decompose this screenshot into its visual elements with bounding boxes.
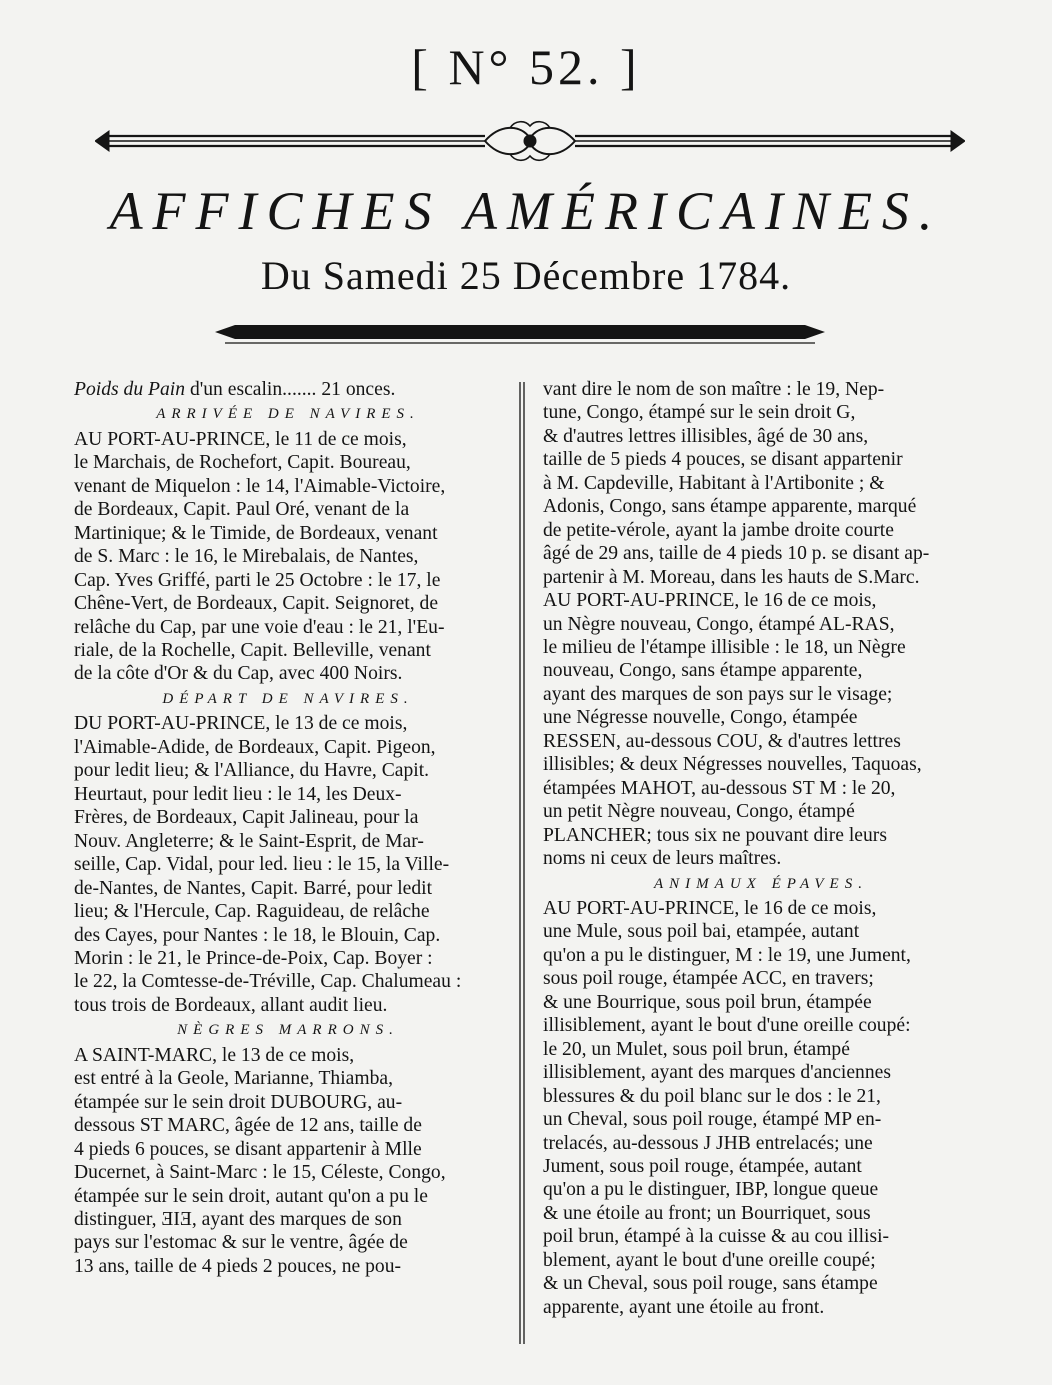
- text-line: étampée sur le sein droit, autant qu'on a pu le: [74, 1185, 428, 1207]
- bread-weight-line: [74, 378, 502, 401]
- text-line: le 20, un Mulet, sous poil brun, étampé: [543, 1038, 850, 1060]
- heading-animaux-epaves: ANIMAUX ÉPAVES.: [654, 875, 868, 892]
- text-line: illisiblement, ayant le bout d'une oreille coupé:: [543, 1015, 911, 1037]
- text-line: le milieu de l'étampe illisible : le 18, un Nègre: [543, 636, 906, 658]
- text-line: est entré à la Geole, Marianne, Thiamba,: [74, 1068, 393, 1090]
- heavy-rule: [215, 318, 825, 346]
- text-line: sous poil rouge, étampée ACC, en travers;: [543, 968, 874, 990]
- depart-section: [74, 712, 502, 1017]
- right-column: [543, 378, 979, 1319]
- negres-section: [74, 1044, 502, 1279]
- ornament-divider: [95, 118, 965, 166]
- text-line: Nouv. Angleterre; & le Saint-Esprit, de Mar-: [74, 830, 424, 852]
- text-line: pour ledit lieu; & l'Alliance, du Havre, Capit.: [74, 760, 430, 782]
- text-line: étampées MAHOT, au-dessous ST M : le 20,: [543, 777, 896, 799]
- text-line: trelacés, au-dessous J JHB entrelacés; une: [543, 1132, 873, 1154]
- text-line: relâche du Cap, par une voie d'eau : le 21, l'Eu-: [74, 616, 445, 638]
- text-line: âgé de 29 ans, taille de 4 pieds 10 p. se disant ap-: [543, 543, 930, 565]
- text-line: pays sur l'estomac & sur le ventre, âgée de: [74, 1232, 408, 1254]
- text-line: le 22, la Comtesse-de-Tréville, Cap. Chalumeau :: [74, 971, 462, 993]
- text-line: Martinique; & le Timide, de Bordeaux, venant: [74, 522, 438, 544]
- text-line: & une Bourrique, sous poil brun, étampée: [543, 991, 872, 1013]
- text-line: Heurtaut, pour ledit lieu : le 14, les Deux-: [74, 783, 402, 805]
- left-column: [74, 378, 502, 1278]
- text-line: PLANCHER; tous six ne pouvant dire leurs: [543, 824, 887, 846]
- heading-arrivee: ARRIVÉE DE NAVIRES.: [156, 406, 420, 423]
- text-line: Chêne-Vert, de Bordeaux, Capit. Seignoret, de: [74, 593, 439, 615]
- text-line: une Mule, sous poil bai, etampée, autant: [543, 921, 860, 943]
- text-line: Morin : le 21, le Prince-de-Poix, Cap. Boyer :: [74, 947, 433, 969]
- column-divider: [518, 382, 526, 1344]
- text-line: & d'autres lettres illisibles, âgé de 30 ans,: [543, 425, 869, 447]
- text-line: 13 ans, taille de 4 pieds 2 pouces, ne pou-: [74, 1255, 402, 1277]
- text-line: Cap. Yves Griffé, parti le 25 Octobre : le 17, le: [74, 569, 441, 591]
- text-line: qu'on a pu le distinguer, M : le 19, une Jument,: [543, 944, 911, 966]
- text-line: Ducernet, à Saint-Marc : le 15, Céleste, Congo,: [74, 1162, 446, 1184]
- text-line: seille, Cap. Vidal, pour led. lieu : le 15, la Ville-: [74, 854, 450, 876]
- text-line: étampée sur le sein droit DUBOURG, au-: [74, 1091, 403, 1113]
- text-line: AU PORT-AU-PRINCE, le 16 de ce mois,: [543, 590, 877, 612]
- text-line: un Nègre nouveau, Congo, étampé AL-RAS,: [543, 613, 895, 635]
- text-line: de Bordeaux, Capit. Paul Oré, venant de la: [74, 499, 410, 521]
- issue-date: Du Samedi 25 Décembre 1784.: [260, 253, 792, 298]
- text-line: taille de 5 pieds 4 pouces, se disant appartenir: [543, 449, 903, 471]
- text-line: dessous ST MARC, âgée de 12 ans, taille de: [74, 1115, 422, 1137]
- bread-weight-value: d'un escalin....... 21 onces.: [189, 379, 396, 400]
- text-line: blessures & du poil blanc sur le dos : le 21,: [543, 1085, 881, 1107]
- text-line: distinguer, ƎIƎ, ayant des marques de son: [74, 1209, 402, 1230]
- port-au-prince-section: [543, 589, 979, 870]
- text-line: poil brun, étampé à la cuisse & au cou illisi-: [543, 1226, 890, 1248]
- text-line: RESSEN, au-dessous COU, & d'autres lettres: [543, 730, 901, 752]
- text-line: vant dire le nom de son maître : le 19, Nep-: [543, 379, 885, 400]
- text-line: tous trois de Bordeaux, allant audit lieu.: [74, 994, 388, 1016]
- text-line: riale, de la Rochelle, Capit. Belleville, venant: [74, 640, 431, 662]
- text-line: à M. Capdeville, Habitant à l'Artibonite ; &: [543, 472, 885, 494]
- text-line: illisibles; & deux Négresses nouvelles, Taquoas,: [543, 754, 922, 776]
- bread-weight-label: Poids du Pain: [74, 379, 186, 400]
- text-line: apparente, ayant une étoile au front.: [543, 1296, 825, 1318]
- newspaper-title: AFFICHES AMÉRICAINES.: [109, 181, 943, 241]
- text-line: noms ni ceux de leurs maîtres.: [543, 848, 782, 870]
- text-line: de-Nantes, de Nantes, Capit. Barré, pour ledit: [74, 877, 433, 899]
- text-line: un petit Nègre nouveau, Congo, étampé: [543, 801, 855, 823]
- heading-negres-marrons: NÈGRES MARRONS.: [177, 1022, 399, 1039]
- text-line: illisiblement, ayant des marques d'anciennes: [543, 1062, 891, 1084]
- text-line: de la côte d'Or & du Cap, avec 400 Noirs.: [74, 663, 403, 685]
- text-line: venant de Miquelon : le 14, l'Aimable-Victoire,: [74, 475, 446, 497]
- text-line: des Cayes, pour Nantes : le 18, le Blouin, Cap.: [74, 924, 441, 946]
- heading-depart: DÉPART DE NAVIRES.: [162, 690, 414, 707]
- text-line: Jument, sous poil rouge, étampée, autant: [543, 1156, 862, 1177]
- text-line: partenir à M. Moreau, dans les hauts de S.Marc.: [543, 566, 920, 588]
- animaux-section: [543, 897, 979, 1319]
- text-line: AU PORT-AU-PRINCE, le 11 de ce mois,: [74, 428, 407, 450]
- text-line: ayant des marques de son pays sur le visage;: [543, 683, 893, 705]
- text-line: 4 pieds 6 pouces, se disant appartenir à Mlle: [74, 1138, 422, 1160]
- text-line: une Négresse nouvelle, Congo, étampée: [543, 707, 858, 729]
- negres-continuation: [543, 378, 979, 589]
- text-line: Frères, de Bordeaux, Capit Jalineau, pour la: [74, 807, 419, 829]
- text-line: tune, Congo, étampé sur le sein droit G,: [543, 402, 856, 424]
- text-line: Adonis, Congo, sans étampe apparente, marqué: [543, 496, 917, 518]
- text-line: l'Aimable-Adide, de Bordeaux, Capit. Pigeon,: [74, 736, 436, 758]
- text-line: & un Cheval, sous poil rouge, sans étampe: [543, 1273, 878, 1295]
- text-line: le Marchais, de Rochefort, Capit. Boureau,: [74, 452, 411, 474]
- issue-number: [ N° 52. ]: [411, 39, 641, 95]
- text-line: un Cheval, sous poil rouge, étampé MP en-: [543, 1109, 882, 1131]
- text-line: DU PORT-AU-PRINCE, le 13 de ce mois,: [74, 713, 408, 735]
- text-line: blement, ayant le bout d'une oreille coupé;: [543, 1249, 876, 1271]
- text-line: AU PORT-AU-PRINCE, le 16 de ce mois,: [543, 898, 877, 920]
- text-line: & une étoile au front; un Bourriquet, sous: [543, 1202, 871, 1224]
- text-line: A SAINT-MARC, le 13 de ce mois,: [74, 1044, 355, 1066]
- arrivee-section: [74, 428, 502, 686]
- text-line: lieu; & l'Hercule, Cap. Raguideau, de relâche: [74, 901, 430, 923]
- text-line: de petite-vérole, ayant la jambe droite courte: [543, 519, 894, 541]
- text-line: nouveau, Congo, sans étampe apparente,: [543, 660, 863, 682]
- text-line: qu'on a pu le distinguer, IBP, longue queue: [543, 1179, 879, 1201]
- text-line: de S. Marc : le 16, le Mirebalais, de Nantes,: [74, 546, 419, 568]
